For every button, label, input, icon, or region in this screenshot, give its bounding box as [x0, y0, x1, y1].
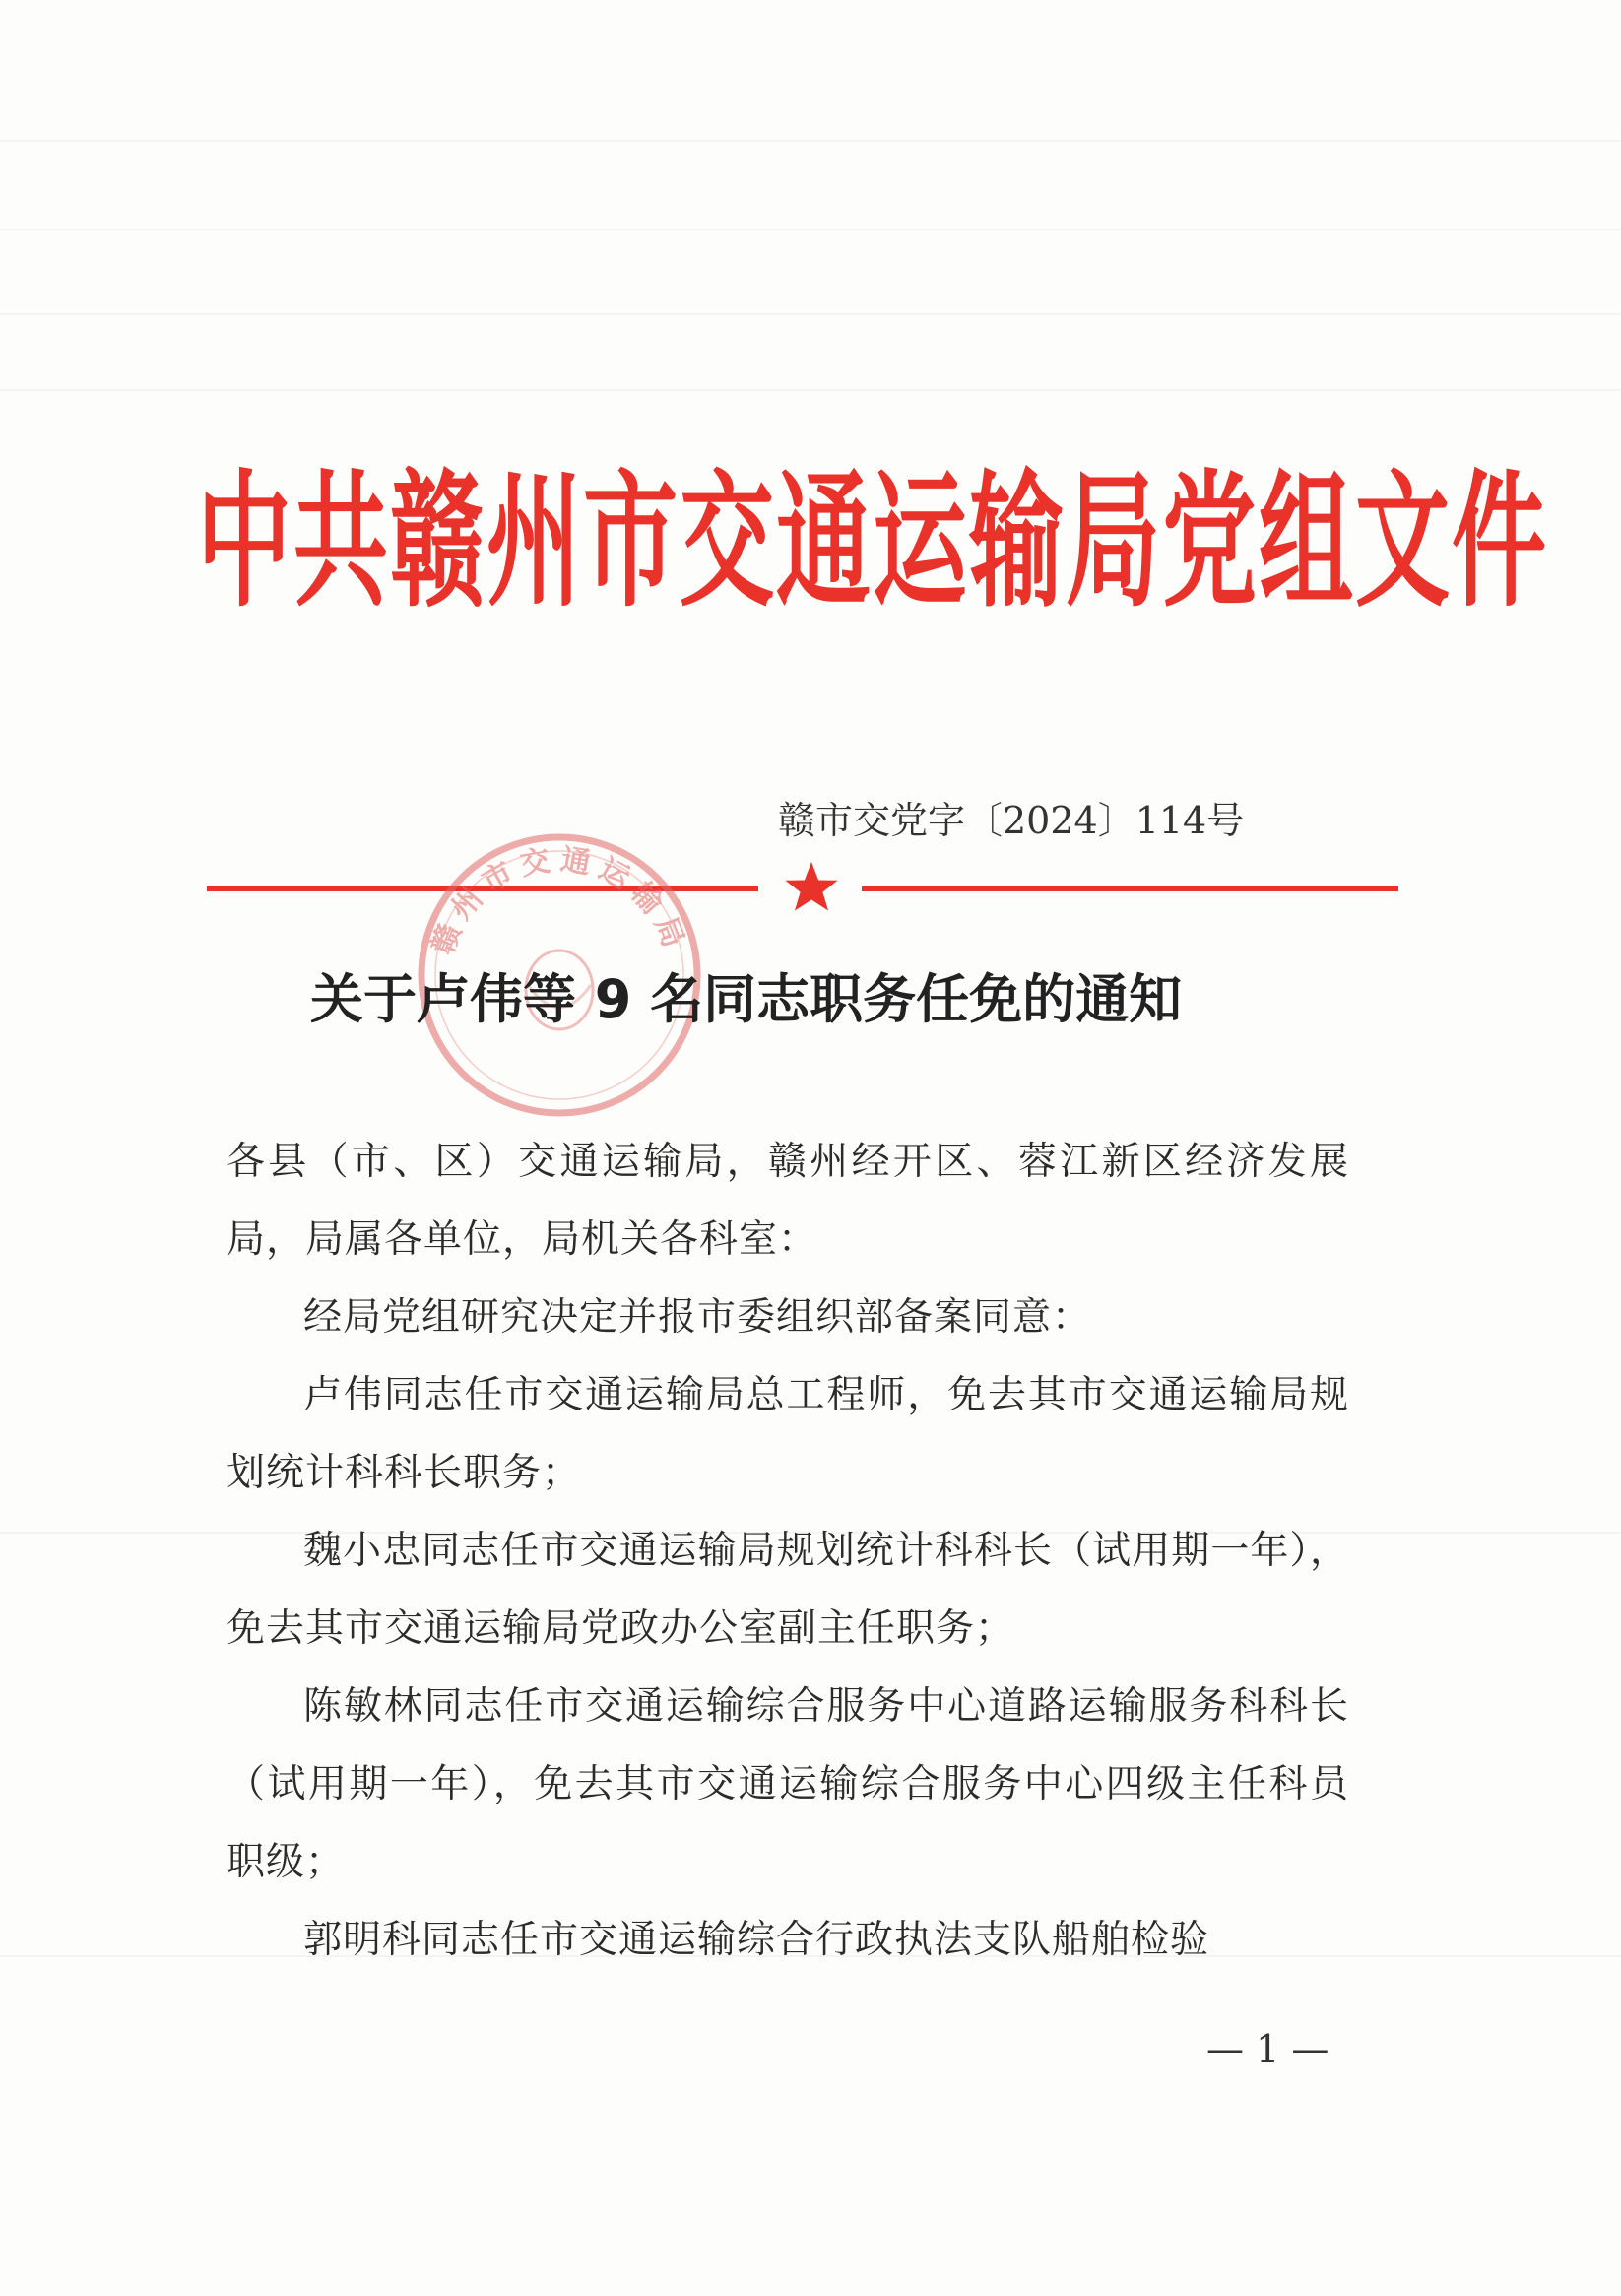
scan-artifact-line — [0, 229, 1621, 230]
body-paragraph: 陈敏林同志任市交通运输综合服务中心道路运输服务科科长（试用期一年），免去其市交通运输综合服务中心四级主任科员职级； — [227, 1684, 1349, 1884]
red-star-icon — [782, 859, 841, 918]
red-divider-right — [862, 886, 1398, 891]
notice-body — [227, 1123, 1349, 1979]
svg-text:赣州市交通运输局 — [425, 842, 693, 959]
scan-artifact-line — [0, 389, 1621, 391]
seal-lettering: 赣州市交通运输局 — [424, 842, 694, 960]
recipients-line: 各县（市、区）交通运输局，赣州经开区、蓉江新区经济发展局，局属各单位，局机关各科室： — [227, 1140, 1349, 1262]
body-paragraph: 魏小忠同志任市交通运输局规划统计科科长（试用期一年），免去其市交通运输局党政办公室副主任职务； — [227, 1529, 1349, 1651]
body-paragraph: 郭明科同志任市交通运输综合行政执法支队船舶检验 — [303, 1918, 1210, 1962]
scan-artifact-line — [0, 313, 1621, 315]
body-paragraph: 经局党组研究决定并报市委组织部备案同意： — [303, 1295, 1092, 1340]
scan-artifact-line — [0, 140, 1621, 142]
body-paragraph: 卢伟同志任市交通运输局总工程师，免去其市交通运输局规划统计科科长职务； — [227, 1373, 1349, 1495]
document-masthead: 中共赣州市交通运输局党组文件 — [197, 456, 1548, 627]
page-number: — 1 — — [1206, 2027, 1329, 2070]
notice-title: 关于卢伟等 9 名同志职务任免的通知 — [310, 968, 1183, 1030]
document-number: 赣市交党字〔2024〕114号 — [778, 799, 1245, 842]
